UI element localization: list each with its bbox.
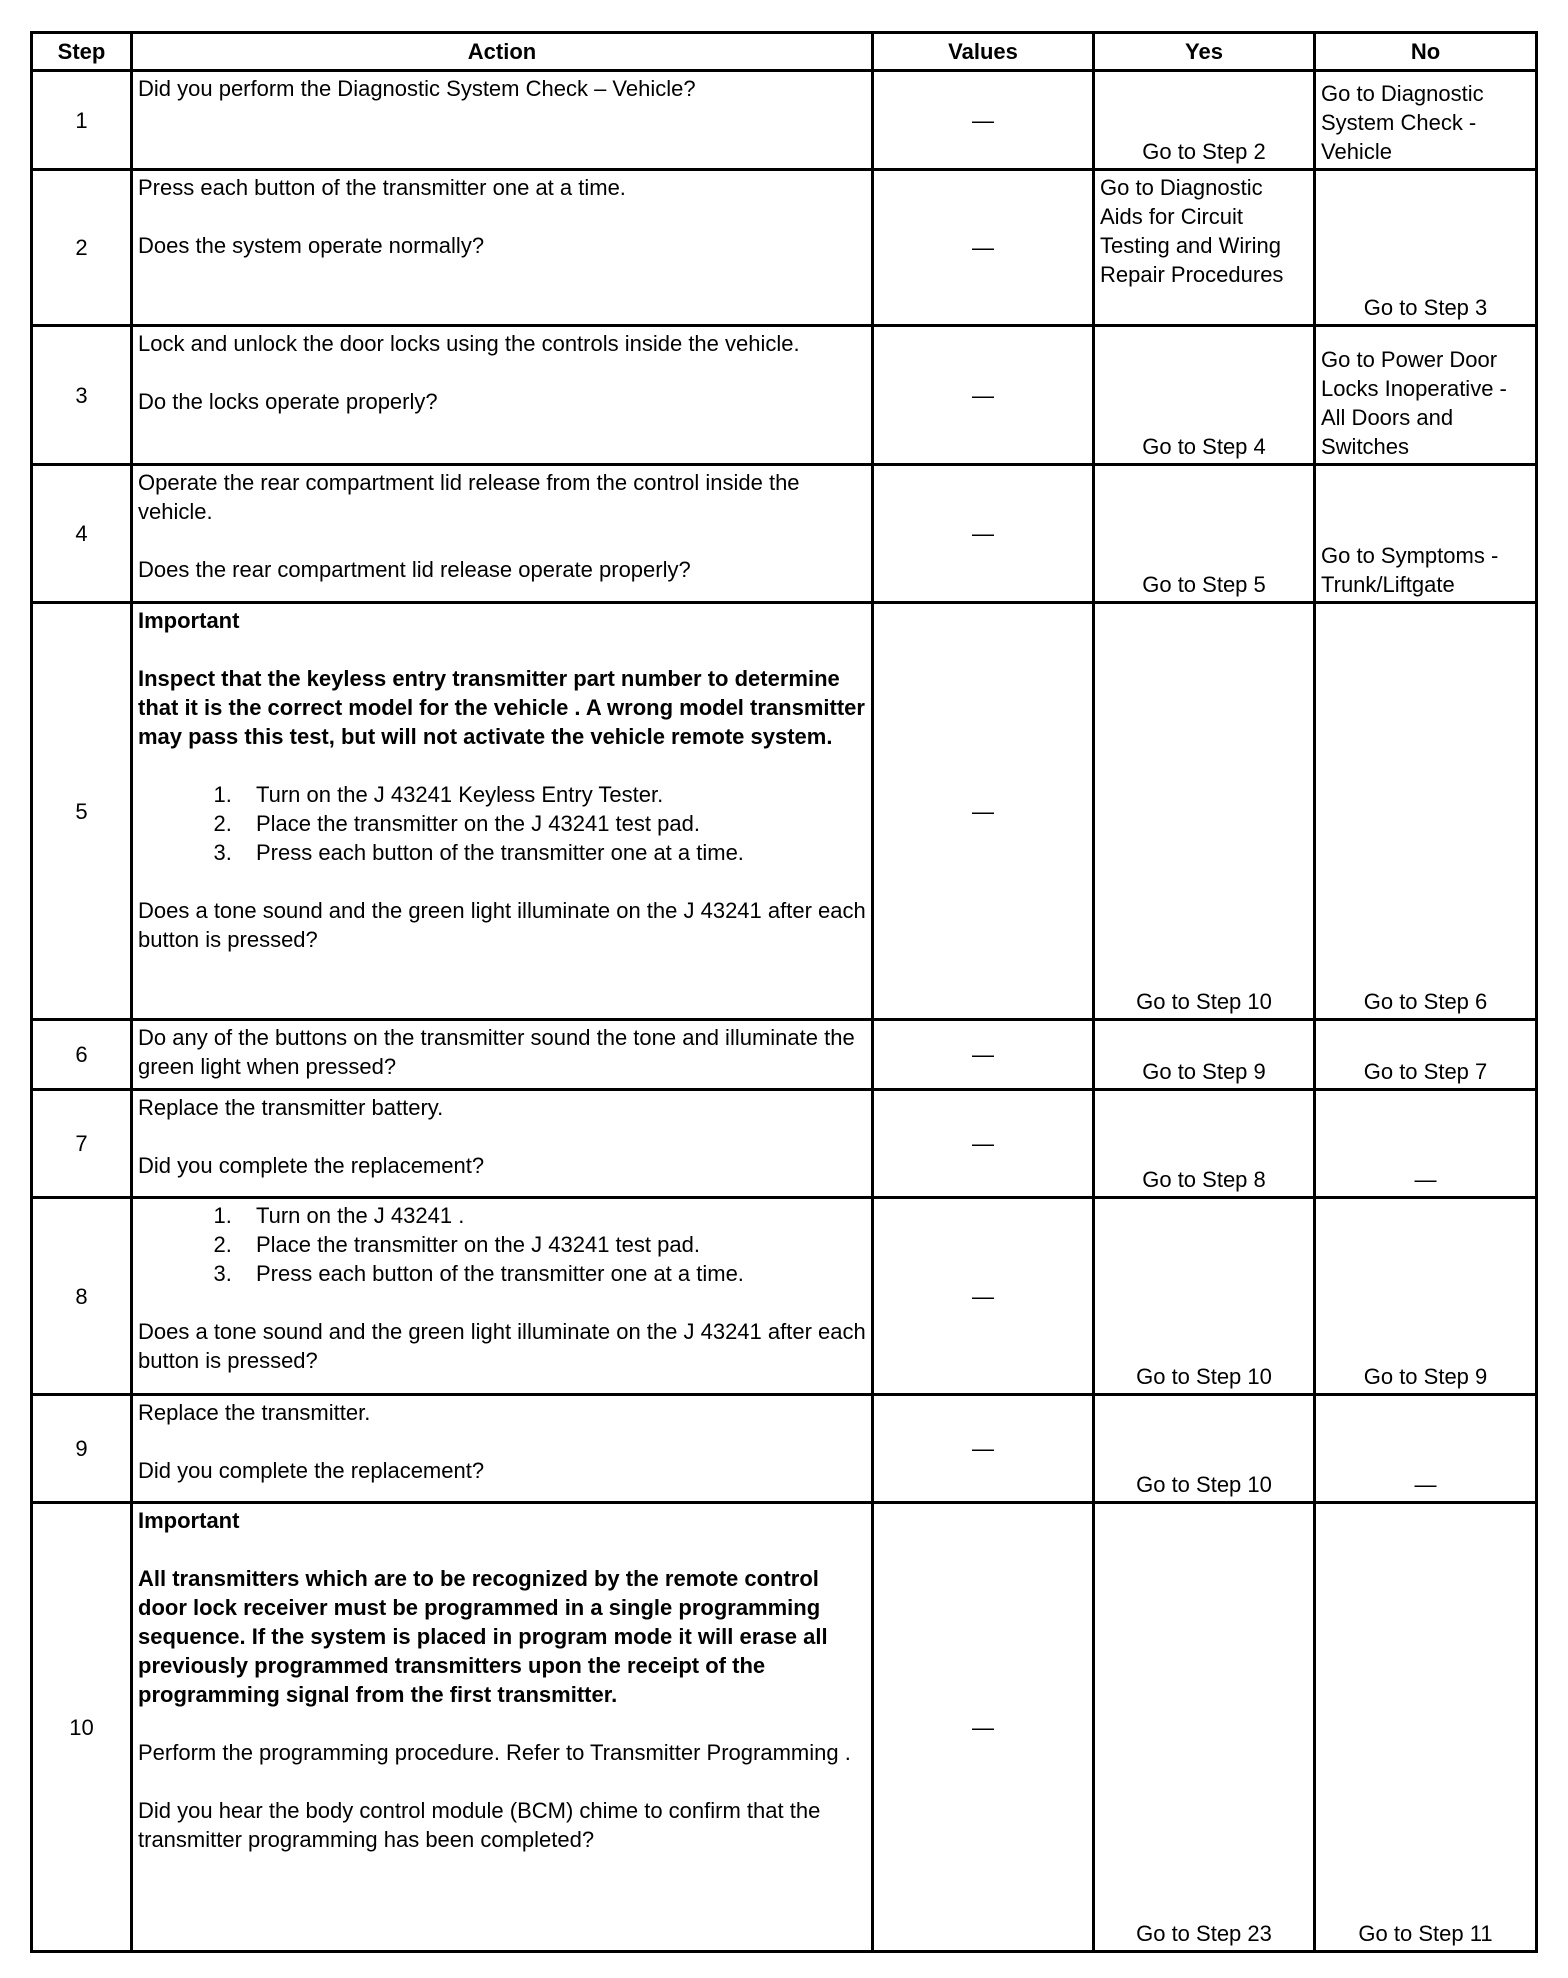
header-yes: Yes [1094, 33, 1315, 71]
action-question: Does the system operate normally? [138, 233, 485, 258]
header-step: Step [32, 33, 132, 71]
table-row [32, 170, 1537, 326]
header-row [32, 33, 1537, 71]
header-values: Values [873, 33, 1094, 71]
step-number: 7 [32, 1090, 132, 1198]
values-cell: — [873, 1020, 1094, 1090]
values-cell: — [873, 170, 1094, 326]
table-row [32, 465, 1537, 603]
procedure-list [138, 780, 866, 867]
diagnostic-table [30, 31, 1538, 1953]
no-cell: Go to Step 7 [1315, 1020, 1537, 1090]
action-question: Does a tone sound and the green light illuminate on the J 43241 after each button is pressed? [138, 1319, 866, 1373]
action-text: Press each button of the transmitter one at a time. [138, 175, 626, 200]
no-cell: Go to Step 3 [1315, 170, 1537, 326]
values-cell: — [873, 326, 1094, 465]
yes-cell: Go to Step 23 [1094, 1503, 1315, 1952]
procedure-list [138, 1201, 866, 1288]
important-label: Important [138, 1508, 240, 1533]
step-number: 8 [32, 1198, 132, 1395]
values-cell: — [873, 1395, 1094, 1503]
no-cell: — [1315, 1090, 1537, 1198]
action-cell [132, 1020, 873, 1090]
action-cell [132, 1503, 873, 1952]
important-note: All transmitters which are to be recognized by the remote control door lock receiver must be programmed in a single programming sequence. If the system is placed in program mode it will erase all previously programmed transmitters upon the receipt of the programming signal from the first transmitter. [138, 1566, 828, 1707]
no-cell: Go to Step 9 [1315, 1198, 1537, 1395]
list-item: 3. Press each button of the transmitter one at a time. [238, 838, 866, 867]
table-row [32, 1395, 1537, 1503]
important-note: Inspect that the keyless entry transmitter part number to determine that it is the correct model for the vehicle . A wrong model transmitter may pass this test, but will not activate the vehicle remote system. [138, 666, 865, 749]
list-item: 3. Press each button of the transmitter one at a time. [238, 1259, 866, 1288]
yes-cell: Go to Step 2 [1094, 71, 1315, 170]
action-question: Did you hear the body control module (BCM) chime to confirm that the transmitter programming has been completed? [138, 1798, 821, 1852]
no-cell: Go to Power Door Locks Inoperative - All Doors and Switches [1315, 326, 1537, 465]
header-no: No [1315, 33, 1537, 71]
table-row [32, 1090, 1537, 1198]
yes-cell: Go to Step 10 [1094, 1395, 1315, 1503]
action-cell [132, 326, 873, 465]
action-text: Operate the rear compartment lid release from the control inside the vehicle. [138, 470, 800, 524]
table-row [32, 1020, 1537, 1090]
values-cell: — [873, 1198, 1094, 1395]
action-cell [132, 1090, 873, 1198]
no-cell: — [1315, 1395, 1537, 1503]
step-number: 3 [32, 326, 132, 465]
list-item: 2. Place the transmitter on the J 43241 test pad. [238, 809, 866, 838]
step-number: 10 [32, 1503, 132, 1952]
action-question: Do the locks operate properly? [138, 389, 438, 414]
action-text: Perform the programming procedure. Refer to Transmitter Programming . [138, 1740, 851, 1765]
values-cell: — [873, 603, 1094, 1020]
no-cell: Go to Step 6 [1315, 603, 1537, 1020]
step-number: 5 [32, 603, 132, 1020]
step-number: 6 [32, 1020, 132, 1090]
list-item: 2. Place the transmitter on the J 43241 test pad. [238, 1230, 866, 1259]
yes-cell: Go to Step 4 [1094, 326, 1315, 465]
action-cell [132, 1198, 873, 1395]
table-row [32, 1198, 1537, 1395]
action-question: Does a tone sound and the green light illuminate on the J 43241 after each button is pressed? [138, 898, 866, 952]
values-cell: — [873, 71, 1094, 170]
action-question: Did you complete the replacement? [138, 1458, 485, 1483]
yes-cell: Go to Step 10 [1094, 1198, 1315, 1395]
table-row [32, 71, 1537, 170]
yes-cell: Go to Step 8 [1094, 1090, 1315, 1198]
yes-cell: Go to Step 9 [1094, 1020, 1315, 1090]
action-text: Replace the transmitter battery. [138, 1095, 444, 1120]
list-item: 1. Turn on the J 43241 . [238, 1201, 866, 1230]
table-row [32, 326, 1537, 465]
yes-cell: Go to Step 10 [1094, 603, 1315, 1020]
no-cell: Go to Step 11 [1315, 1503, 1537, 1952]
step-number: 2 [32, 170, 132, 326]
list-item: 1. Turn on the J 43241 Keyless Entry Tester. [238, 780, 866, 809]
table-row [32, 603, 1537, 1020]
step-number: 1 [32, 71, 132, 170]
no-cell: Go to Diagnostic System Check - Vehicle [1315, 71, 1537, 170]
values-cell: — [873, 1503, 1094, 1952]
values-cell: — [873, 1090, 1094, 1198]
step-number: 9 [32, 1395, 132, 1503]
action-text: Did you perform the Diagnostic System Check – Vehicle? [138, 76, 696, 101]
table-row [32, 1503, 1537, 1952]
action-cell [132, 71, 873, 170]
action-cell [132, 465, 873, 603]
action-text: Replace the transmitter. [138, 1400, 371, 1425]
action-cell [132, 170, 873, 326]
action-question: Did you complete the replacement? [138, 1153, 485, 1178]
no-cell: Go to Symptoms - Trunk/Liftgate [1315, 465, 1537, 603]
action-text: Lock and unlock the door locks using the controls inside the vehicle. [138, 331, 800, 356]
step-number: 4 [32, 465, 132, 603]
yes-cell: Go to Diagnostic Aids for Circuit Testing and Wiring Repair Procedures [1094, 170, 1315, 326]
action-question: Do any of the buttons on the transmitter sound the tone and illuminate the green light when pressed? [138, 1025, 855, 1079]
action-cell [132, 603, 873, 1020]
yes-cell: Go to Step 5 [1094, 465, 1315, 603]
action-cell [132, 1395, 873, 1503]
important-label: Important [138, 608, 240, 633]
header-action: Action [132, 33, 873, 71]
action-question: Does the rear compartment lid release operate properly? [138, 557, 691, 582]
values-cell: — [873, 465, 1094, 603]
